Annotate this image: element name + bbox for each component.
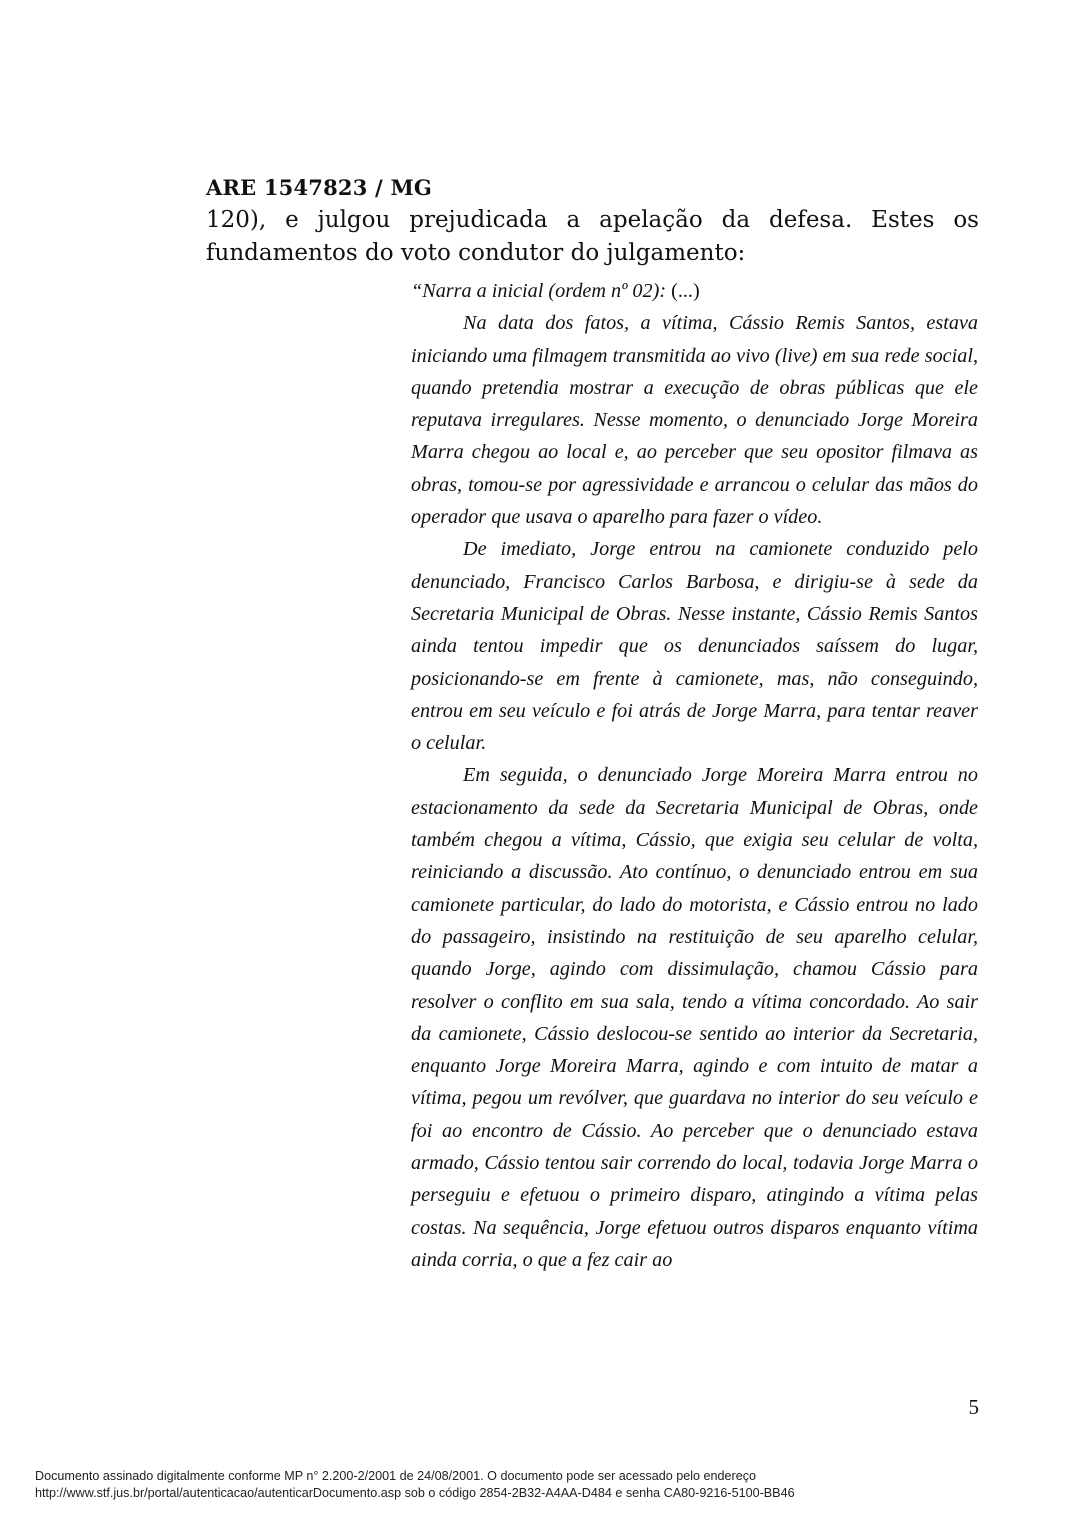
document-header: ARE 1547823 / MG (206, 175, 433, 200)
page-number: 5 (968, 1395, 979, 1419)
quote-ellipsis: (...) (671, 280, 700, 302)
footer-line-2: http://www.stf.jus.br/portal/autenticacao/autenticarDocumento.asp sob o código 2854-2B32-A4AA-D484 e senha CA80-9216-5100-BB46 (35, 1486, 795, 1500)
quote-opening (411, 275, 978, 307)
quote-paragraph-3: Em seguida, o denunciado Jorge Moreira Marra entrou no estacionamento da sede da Secretaria Municipal de Obras, onde também chegou a vítima, Cássio, que exigia seu celular de volta, reiniciando a discussão. Ato contínuo, o denunciado entrou em sua camionete particular, do lado do motorista, e Cássio entrou no lado do passageiro, insistindo na restituição de seu aparelho celular, quando Jorge, agindo com dissimulação, chamou Cássio para resolver o conflito em sua sala, tendo a vítima concordado. Ao sair da camionete, Cássio deslocou-se sentido ao interior da Secretaria, enquanto Jorge Moreira Marra, agindo e com intuito de matar a vítima, pegou um revólver, que guardava no interior do seu veículo e foi ao encontro de Cássio. Ao perceber que o denunciado estava armado, Cássio tentou sair correndo do local, todavia Jorge Marra o perseguiu e efetuou o primeiro disparo, atingindo a vítima pelas costas. Na sequência, Jorge efetuou outros disparos enquanto vítima ainda corria, o que a fez cair ao (411, 764, 978, 1271)
quote-opening-text: “Narra a inicial (ordem nº 02): (411, 280, 667, 302)
intro-paragraph: 120), e julgou prejudicada a apelação da defesa. Estes os fundamentos do voto condutor do julgamento: (206, 207, 979, 266)
signature-footer (35, 1468, 795, 1502)
quote-paragraph-2: De imediato, Jorge entrou na camionete conduzido pelo denunciado, Francisco Carlos Barbosa, e dirigiu-se à sede da Secretaria Municipal de Obras. Nesse instante, Cássio Remis Santos ainda tentou impedir que os denunciados saíssem do lugar, posicionando-se em frente à camionete, mas, não conseguindo, entrou em seu veículo e foi atrás de Jorge Marra, para tentar reaver o celular. (411, 538, 978, 755)
block-quote (411, 275, 978, 1276)
quote-paragraph-1: Na data dos fatos, a vítima, Cássio Remis Santos, estava iniciando uma filmagem transmitida ao vivo (live) em sua rede social, quando pretendia mostrar a execução de obras públicas que ele reputava irregulares. Nesse momento, o denunciado Jorge Moreira Marra chegou ao local e, ao perceber que seu opositor filmava as obras, tomou-se por agressividade e arrancou o celular das mãos do operador que usava o aparelho para fazer o vídeo. (411, 312, 978, 529)
footer-line-1: Documento assinado digitalmente conforme MP n° 2.200-2/2001 de 24/08/2001. O documento pode ser acessado pelo endereço (35, 1469, 757, 1483)
